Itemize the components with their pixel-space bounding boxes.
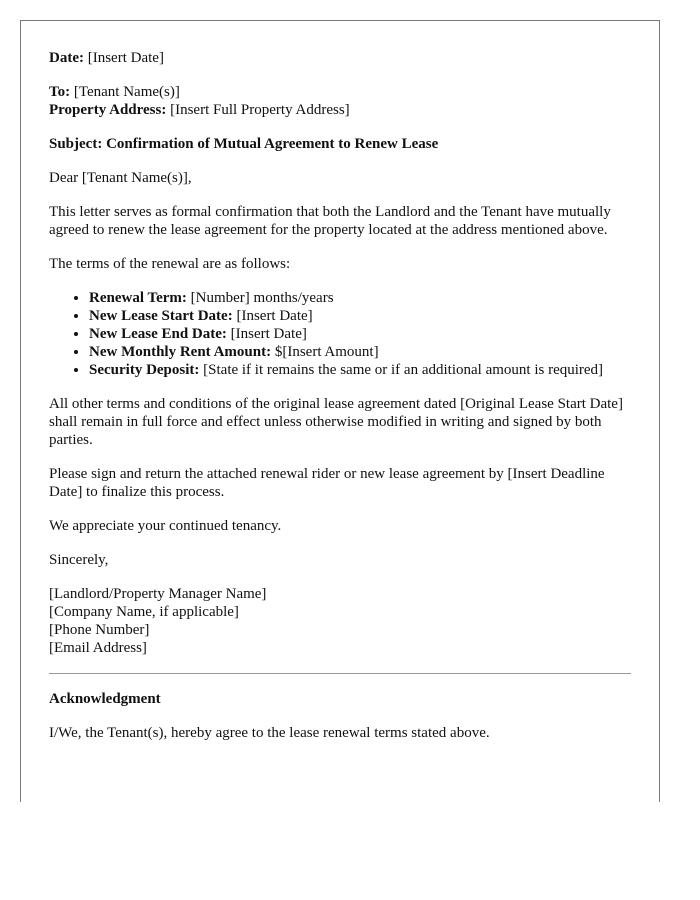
term-label: New Lease Start Date: [89,308,233,324]
subject-line [49,135,631,153]
appreciation-line: We appreciate your continued tenancy. [49,518,282,534]
recipient-block [49,83,631,119]
acknowledgment-heading-wrap [49,690,631,708]
signature-block [49,585,631,657]
acknowledgment-text: I/We, the Tenant(s), hereby agree to the lease renewal terms stated above. [49,725,490,741]
acknowledgment-heading: Acknowledgment [49,691,161,707]
date-label: Date: [49,50,84,66]
address-label: Property Address: [49,102,167,118]
divider [49,673,631,674]
signature-line: [Landlord/Property Manager Name] [49,586,267,602]
term-value: [Insert Date] [232,308,313,324]
term-label: New Lease End Date: [89,326,227,342]
term-value: [Number] months/years [186,290,334,306]
term-label: Renewal Term: [89,290,187,306]
to-label: To: [49,84,71,100]
sign-request-paragraph: Please sign and return the attached renewal rider or new lease agreement by [Insert Deadline Date] to finalize this process. [49,466,605,500]
closing-line: Sincerely, [49,552,109,568]
intro-paragraph: This letter serves as formal confirmation that both the Landlord and the Tenant have mutually agreed to renew the lease agreement for the property located at the address mentioned above. [49,204,611,238]
date-value: [Insert Date] [83,50,164,66]
signature-line: [Phone Number] [49,622,150,638]
date-line [49,49,631,67]
terms-intro: The terms of the renewal are as follows: [49,256,291,272]
term-value: [Insert Date] [226,326,307,342]
salutation: Dear [Tenant Name(s)], [49,170,192,186]
terms-list [49,289,631,379]
term-label: New Monthly Rent Amount: [89,344,272,360]
term-value: [State if it remains the same or if an additional amount is required] [199,362,604,378]
subject-text: Subject: Confirmation of Mutual Agreement to Renew Lease [49,136,439,152]
list-item [89,289,631,307]
list-item [89,343,631,361]
other-terms-paragraph: All other terms and conditions of the original lease agreement dated [Original Lease Start Date] shall remain in full force and effect unless otherwise modified in writing and signed by both parties. [49,396,623,448]
list-item [89,325,631,343]
term-value: $[Insert Amount] [271,344,379,360]
to-value: [Tenant Name(s)] [70,84,180,100]
letter-page [20,20,660,802]
list-item [89,307,631,325]
term-label: Security Deposit: [89,362,200,378]
address-value: [Insert Full Property Address] [166,102,350,118]
signature-line: [Company Name, if applicable] [49,604,239,620]
list-item [89,361,631,379]
signature-line: [Email Address] [49,640,147,656]
